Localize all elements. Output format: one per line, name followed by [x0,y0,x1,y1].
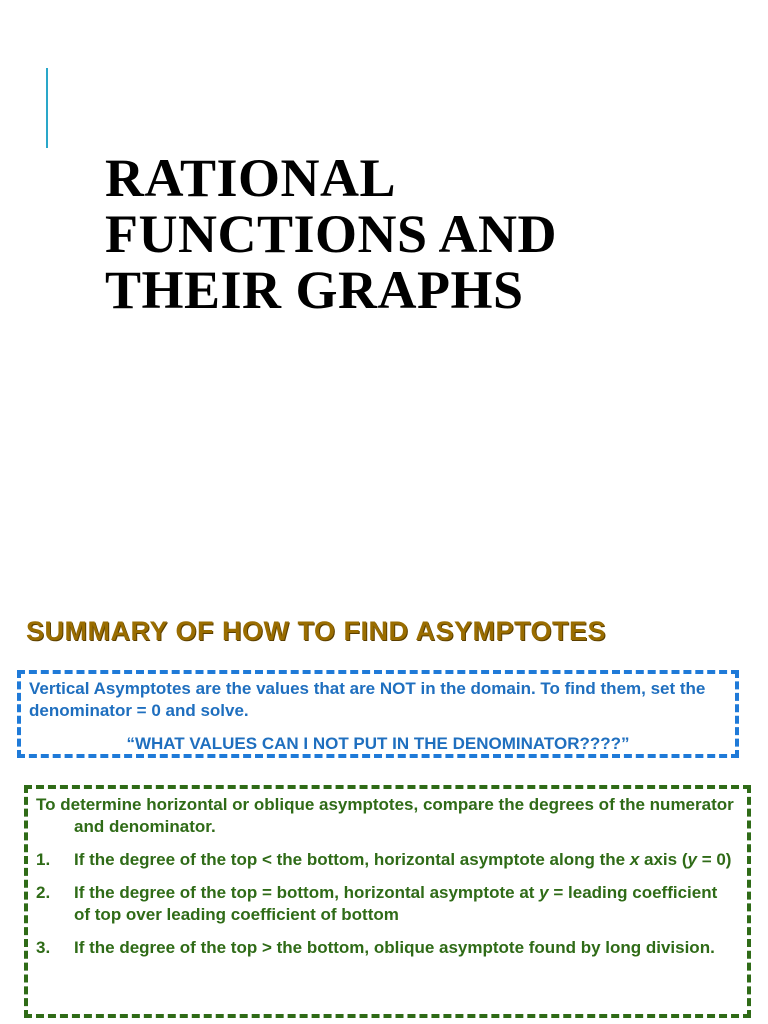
horizontal-asymptote-box [24,785,751,1018]
rule-number: 1. [36,850,51,869]
rule-text [74,882,737,926]
rule-item-1 [36,849,737,871]
rule-text-part: If the degree of the top > the bottom, oblique asymptote found by long division. [74,938,715,957]
title-line-3: THEIR GRAPHS [105,260,524,320]
rule-text [74,849,737,871]
title-line-1: RATIONAL [105,148,397,208]
vertical-asymptote-box [17,670,739,758]
summary-heading: SUMMARY OF HOW TO FIND ASYMPTOTES [26,616,607,646]
rule-variable: y [687,850,697,869]
rule-number: 3. [36,938,51,957]
rule-number: 2. [36,883,51,902]
rule-item-2 [36,882,737,926]
rule-text-part: If the degree of the top = bottom, horizontal asymptote at [74,883,540,902]
vertical-asymptote-question: “WHAT VALUES CAN I NOT PUT IN THE DENOMINATOR????” [126,734,630,753]
rule-text-part: = leading coefficient of top over leading coefficient of bottom [74,883,718,924]
rule-item-3 [36,937,737,959]
rule-variable: y [539,883,549,902]
rule-text [74,937,737,959]
rule-text-part: If the degree of the top < the bottom, horizontal asymptote along the [74,850,630,869]
vertical-asymptote-text: Vertical Asymptotes are the values that are NOT in the domain. To find them, set the denominator = 0 and solve. [29,679,706,720]
rule-variable: x [629,850,640,869]
accent-bar [46,68,48,148]
rule-text-part: axis ( [639,850,688,869]
horizontal-intro: To determine horizontal or oblique asymptotes, compare the degrees of the numerator and denominator. [36,795,734,836]
page-title [105,150,725,318]
title-line-2: FUNCTIONS AND [105,204,558,264]
rule-text-part: = 0) [696,850,732,869]
